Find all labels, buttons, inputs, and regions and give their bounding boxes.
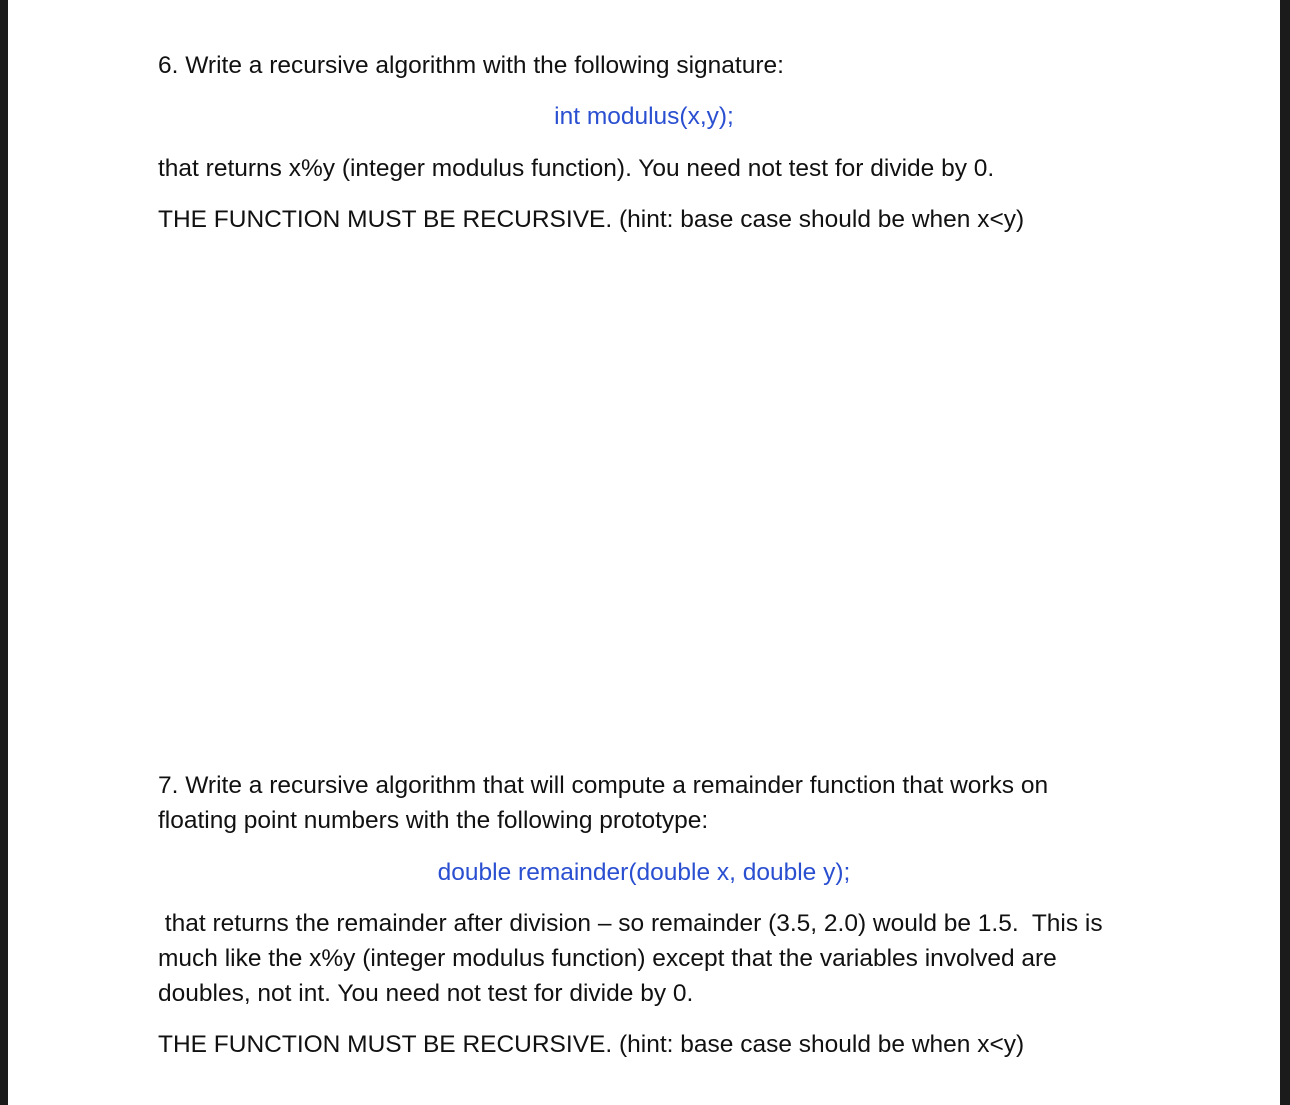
question-7-description-line-3: doubles, not int. You need not test for divide by 0. <box>158 980 694 1007</box>
question-7-description-line-1: that returns the remainder after division – so remainder (3.5, 2.0) would be 1.5. This is <box>158 910 1103 937</box>
document-page <box>8 0 1280 1105</box>
question-7-signature: double remainder(double x, double y); <box>437 859 851 886</box>
question-7-description-line-2: much like the x%y (integer modulus function) except that the variables involved are <box>158 945 1057 972</box>
question-6-prompt: 6. Write a recursive algorithm with the following signature: <box>158 52 784 79</box>
question-7-prompt-line-1: 7. Write a recursive algorithm that will compute a remainder function that works on <box>158 772 1049 799</box>
question-7-requirement: THE FUNCTION MUST BE RECURSIVE. (hint: base case should be when x<y) <box>158 1031 1025 1058</box>
question-7-prompt-line-2: floating point numbers with the following prototype: <box>158 807 709 834</box>
question-6-requirement: THE FUNCTION MUST BE RECURSIVE. (hint: base case should be when x<y) <box>158 206 1025 233</box>
question-6-description: that returns x%y (integer modulus function). You need not test for divide by 0. <box>158 155 995 182</box>
question-6-signature: int modulus(x,y); <box>554 103 734 130</box>
